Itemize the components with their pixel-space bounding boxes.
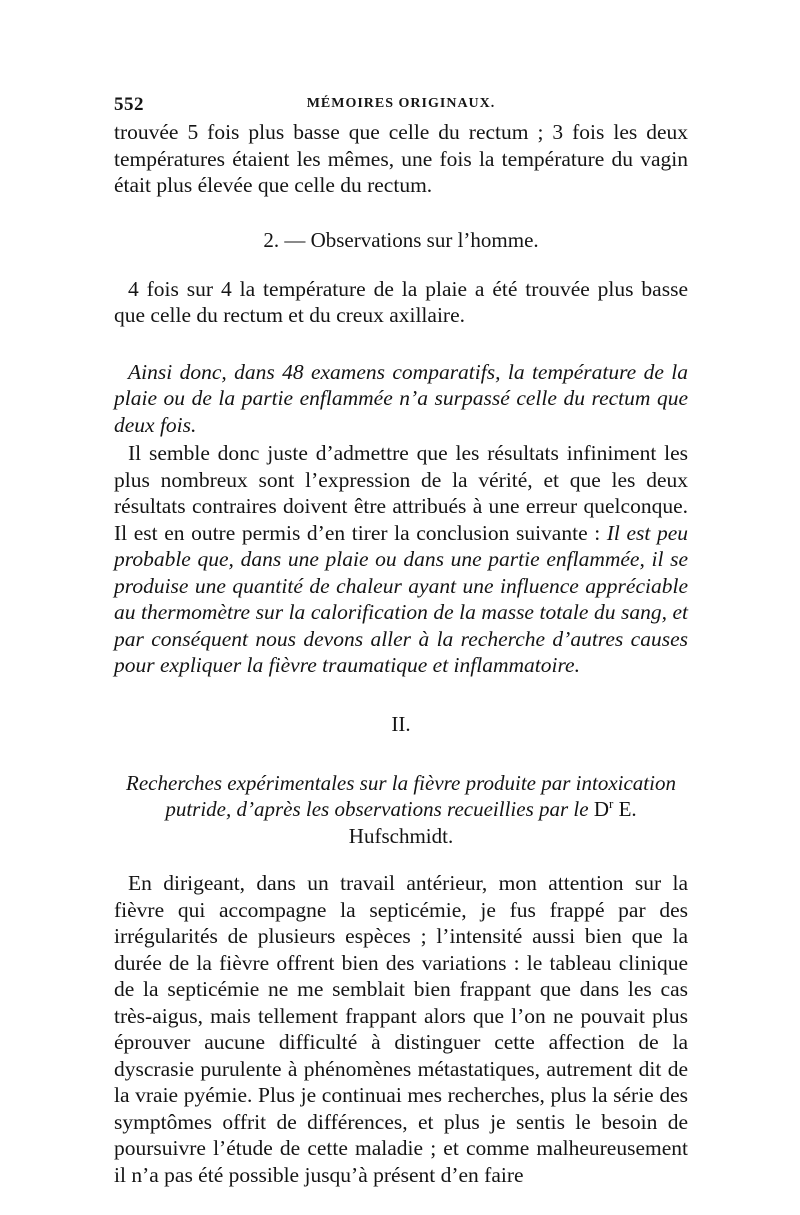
section-heading: II. bbox=[391, 711, 411, 736]
paragraph-continuation: trouvée 5 fois plus basse que celle du rectum ; 3 fois les deux températures étaient les mêmes, une fois la température du vagin était plus élevée que celle du rectum. bbox=[114, 120, 688, 197]
page-header bbox=[114, 94, 688, 118]
paragraph-en-dirigeant: En dirigeant, dans un travail antérieur, mon attention sur la fièvre qui accompagne la septicémie, je fus frappé par des irrégularités de plusieurs espèces ; l’intensité aussi bien que la durée de la fièvre offrent bien des variations : le tableau clinique de la septicémie ne me semblait bien frappant que dans les cas très-aigus, mais tellement frappant alors que l’on ne pouvait plus éprouver aucune difficulté à distinguer cette affection de la dyscrasie purulente à phénomènes métastatiques, autrement dit de la vraie pyémie. Plus je continuai mes recherches, plus la série des symptômes offrit de différences, et plus je sentis le besoin de poursuivre l’étude de cette maladie ; et comme malheureusement il n’a pas été possible jusqu’à présent d’en faire bbox=[114, 871, 688, 1187]
author-name: E. Hufschmidt. bbox=[348, 797, 637, 848]
section-subtitle bbox=[114, 770, 688, 850]
paragraph-il-semble-italic: Il est peu probable que, dans une plaie ou dans une partie enflammée, il se produise une quantité de chaleur ayant une influence appréciable au thermomètre sur la calorification de la masse totale du sang, et par conséquent nous devons aller à la recherche d’autres causes pour expliquer la fièvre traumatique et inflammatoire. bbox=[114, 520, 688, 677]
author-title-sup: r bbox=[609, 796, 614, 811]
author-title-prefix: D bbox=[593, 797, 609, 821]
paragraph-il-semble bbox=[114, 440, 688, 679]
paragraph-observations-man: 4 fois sur 4 la température de la plaie a été trouvée plus basse que celle du rectum et du creux axillaire. bbox=[114, 276, 688, 327]
paragraph-conclusion: Ainsi donc, dans 48 examens comparatifs, la température de la plaie ou de la partie enflammée n’a surpassé celle du rectum que deux fois. bbox=[114, 359, 688, 437]
book-page bbox=[114, 94, 688, 1194]
observations-heading: 2. — Observations sur l’homme. bbox=[263, 227, 539, 252]
page-number: 552 bbox=[114, 94, 144, 115]
running-title: MÉMOIRES ORIGINAUX. bbox=[306, 96, 496, 111]
section-subtitle-text: Recherches expérimentales sur la fièvre produite par intoxication putride, d’après les observations recueillies par le bbox=[126, 770, 676, 821]
paragraph-il-semble-text: Il semble donc juste d’admettre que les résultats infiniment les plus nombreux sont l’expression de la vérité, et que les deux résultats contraires doivent être attribués à une erreur quelconque. Il est en outre permis d’en tirer la conclusion suivante : bbox=[114, 441, 688, 545]
